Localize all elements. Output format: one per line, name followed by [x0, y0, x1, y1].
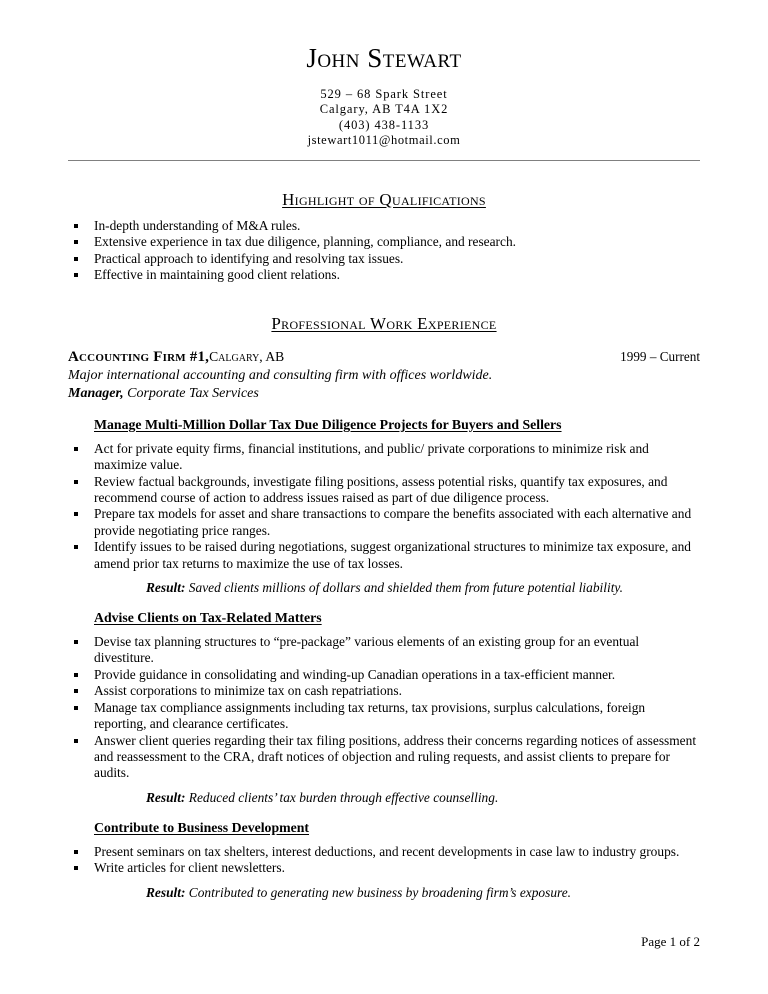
list-item: Assist corporations to minimize tax on cash repatriations. — [68, 683, 700, 699]
list-item: Practical approach to identifying and resolving tax issues. — [68, 251, 700, 267]
header-divider — [68, 160, 700, 161]
list-item: Manage tax compliance assignments including tax returns, tax provisions, surplus calculations, foreign reporting, and clearance certificates. — [68, 700, 700, 733]
list-item: Answer client queries regarding their tax filing positions, address their concerns regarding notices of assessment and reassessment to the CRA, draft notices of objection and ruling requests, and assist clients to prepare for audits. — [68, 733, 700, 782]
subsection-heading — [94, 610, 700, 626]
qualifications-list — [68, 218, 700, 284]
subsection-heading-text: Contribute to Business Development — [94, 819, 310, 835]
list-item: Write articles for client newsletters. — [68, 860, 700, 876]
list-item: Prepare tax models for asset and share transactions to compare the benefits associated with each alternative and provide negotiating price ranges. — [68, 506, 700, 539]
list-item: Effective in maintaining good client relations. — [68, 267, 700, 283]
phone-number: (403) 438-1133 — [338, 117, 430, 132]
job-title-department: Corporate Tax Services — [127, 385, 259, 401]
result-label: Result: — [146, 789, 186, 805]
result-text: Saved clients millions of dollars and shielded them from future potential liability. — [188, 580, 623, 596]
employment-dates: 1999 – Current — [620, 349, 700, 365]
email-address: jstewart1011@hotmail.com — [307, 133, 461, 148]
subsection-heading — [94, 820, 700, 836]
result-text: Reduced clients’ tax burden through effective counselling. — [188, 789, 499, 805]
subsection-heading — [94, 417, 700, 433]
page-footer: Page 1 of 2 — [641, 934, 700, 949]
responsibility-list — [68, 844, 700, 877]
section-title-experience-text: Professional Work Experience — [271, 314, 497, 334]
list-item: In-depth understanding of M&A rules. — [68, 218, 700, 234]
job-title-role: Manager, — [68, 385, 124, 401]
employer-line — [68, 348, 700, 367]
result-statement — [146, 789, 700, 806]
employer-location: Calgary, AB — [209, 349, 285, 365]
list-item: Review factual backgrounds, investigate filing positions, assess potential risks, quantify tax exposures, and recommend course of action to address issues raised as part of due diligence process. — [68, 474, 700, 507]
responsibility-list — [68, 634, 700, 782]
job-header — [68, 348, 700, 403]
result-label: Result: — [146, 580, 186, 596]
section-title-qualifications — [68, 190, 700, 210]
list-item: Devise tax planning structures to “pre-package” various elements of an existing group for an eventual divestiture. — [68, 634, 700, 667]
list-item: Act for private equity firms, financial institutions, and public/ private corporations to minimize risk and maximize value. — [68, 441, 700, 474]
result-text: Contributed to generating new business by broadening firm’s exposure. — [188, 884, 572, 900]
list-item: Present seminars on tax shelters, interest deductions, and recent developments in case law to industry groups. — [68, 844, 700, 860]
candidate-name: John Stewart — [306, 43, 462, 73]
street-address: 529 – 68 Spark Street — [320, 86, 448, 101]
contact-block — [68, 87, 700, 149]
list-item: Extensive experience in tax due diligence, planning, compliance, and research. — [68, 234, 700, 250]
employer-description: Major international accounting and consulting firm with offices worldwide. — [68, 367, 493, 383]
list-item: Provide guidance in consolidating and winding-up Canadian operations in a tax-efficient manner. — [68, 667, 700, 683]
result-statement — [146, 579, 700, 596]
result-label: Result: — [146, 884, 186, 900]
job-title-line — [68, 385, 700, 403]
subsection-heading-text: Manage Multi-Million Dollar Tax Due Diligence Projects for Buyers and Sellers — [94, 416, 562, 432]
list-item: Identify issues to be raised during negotiations, suggest organizational structures to minimize tax exposure, and amend prior tax returns to maximize the use of tax losses. — [68, 539, 700, 572]
responsibility-list — [68, 441, 700, 572]
city-postal: Calgary, AB T4A 1X2 — [319, 102, 449, 117]
employer-name: Accounting Firm #1, — [68, 349, 210, 366]
section-title-qualifications-text: Highlight of Qualifications — [282, 189, 486, 209]
result-statement — [146, 884, 700, 901]
section-title-experience — [68, 314, 700, 334]
subsection-heading-text: Advise Clients on Tax-Related Matters — [94, 610, 322, 626]
page-content — [68, 0, 700, 901]
